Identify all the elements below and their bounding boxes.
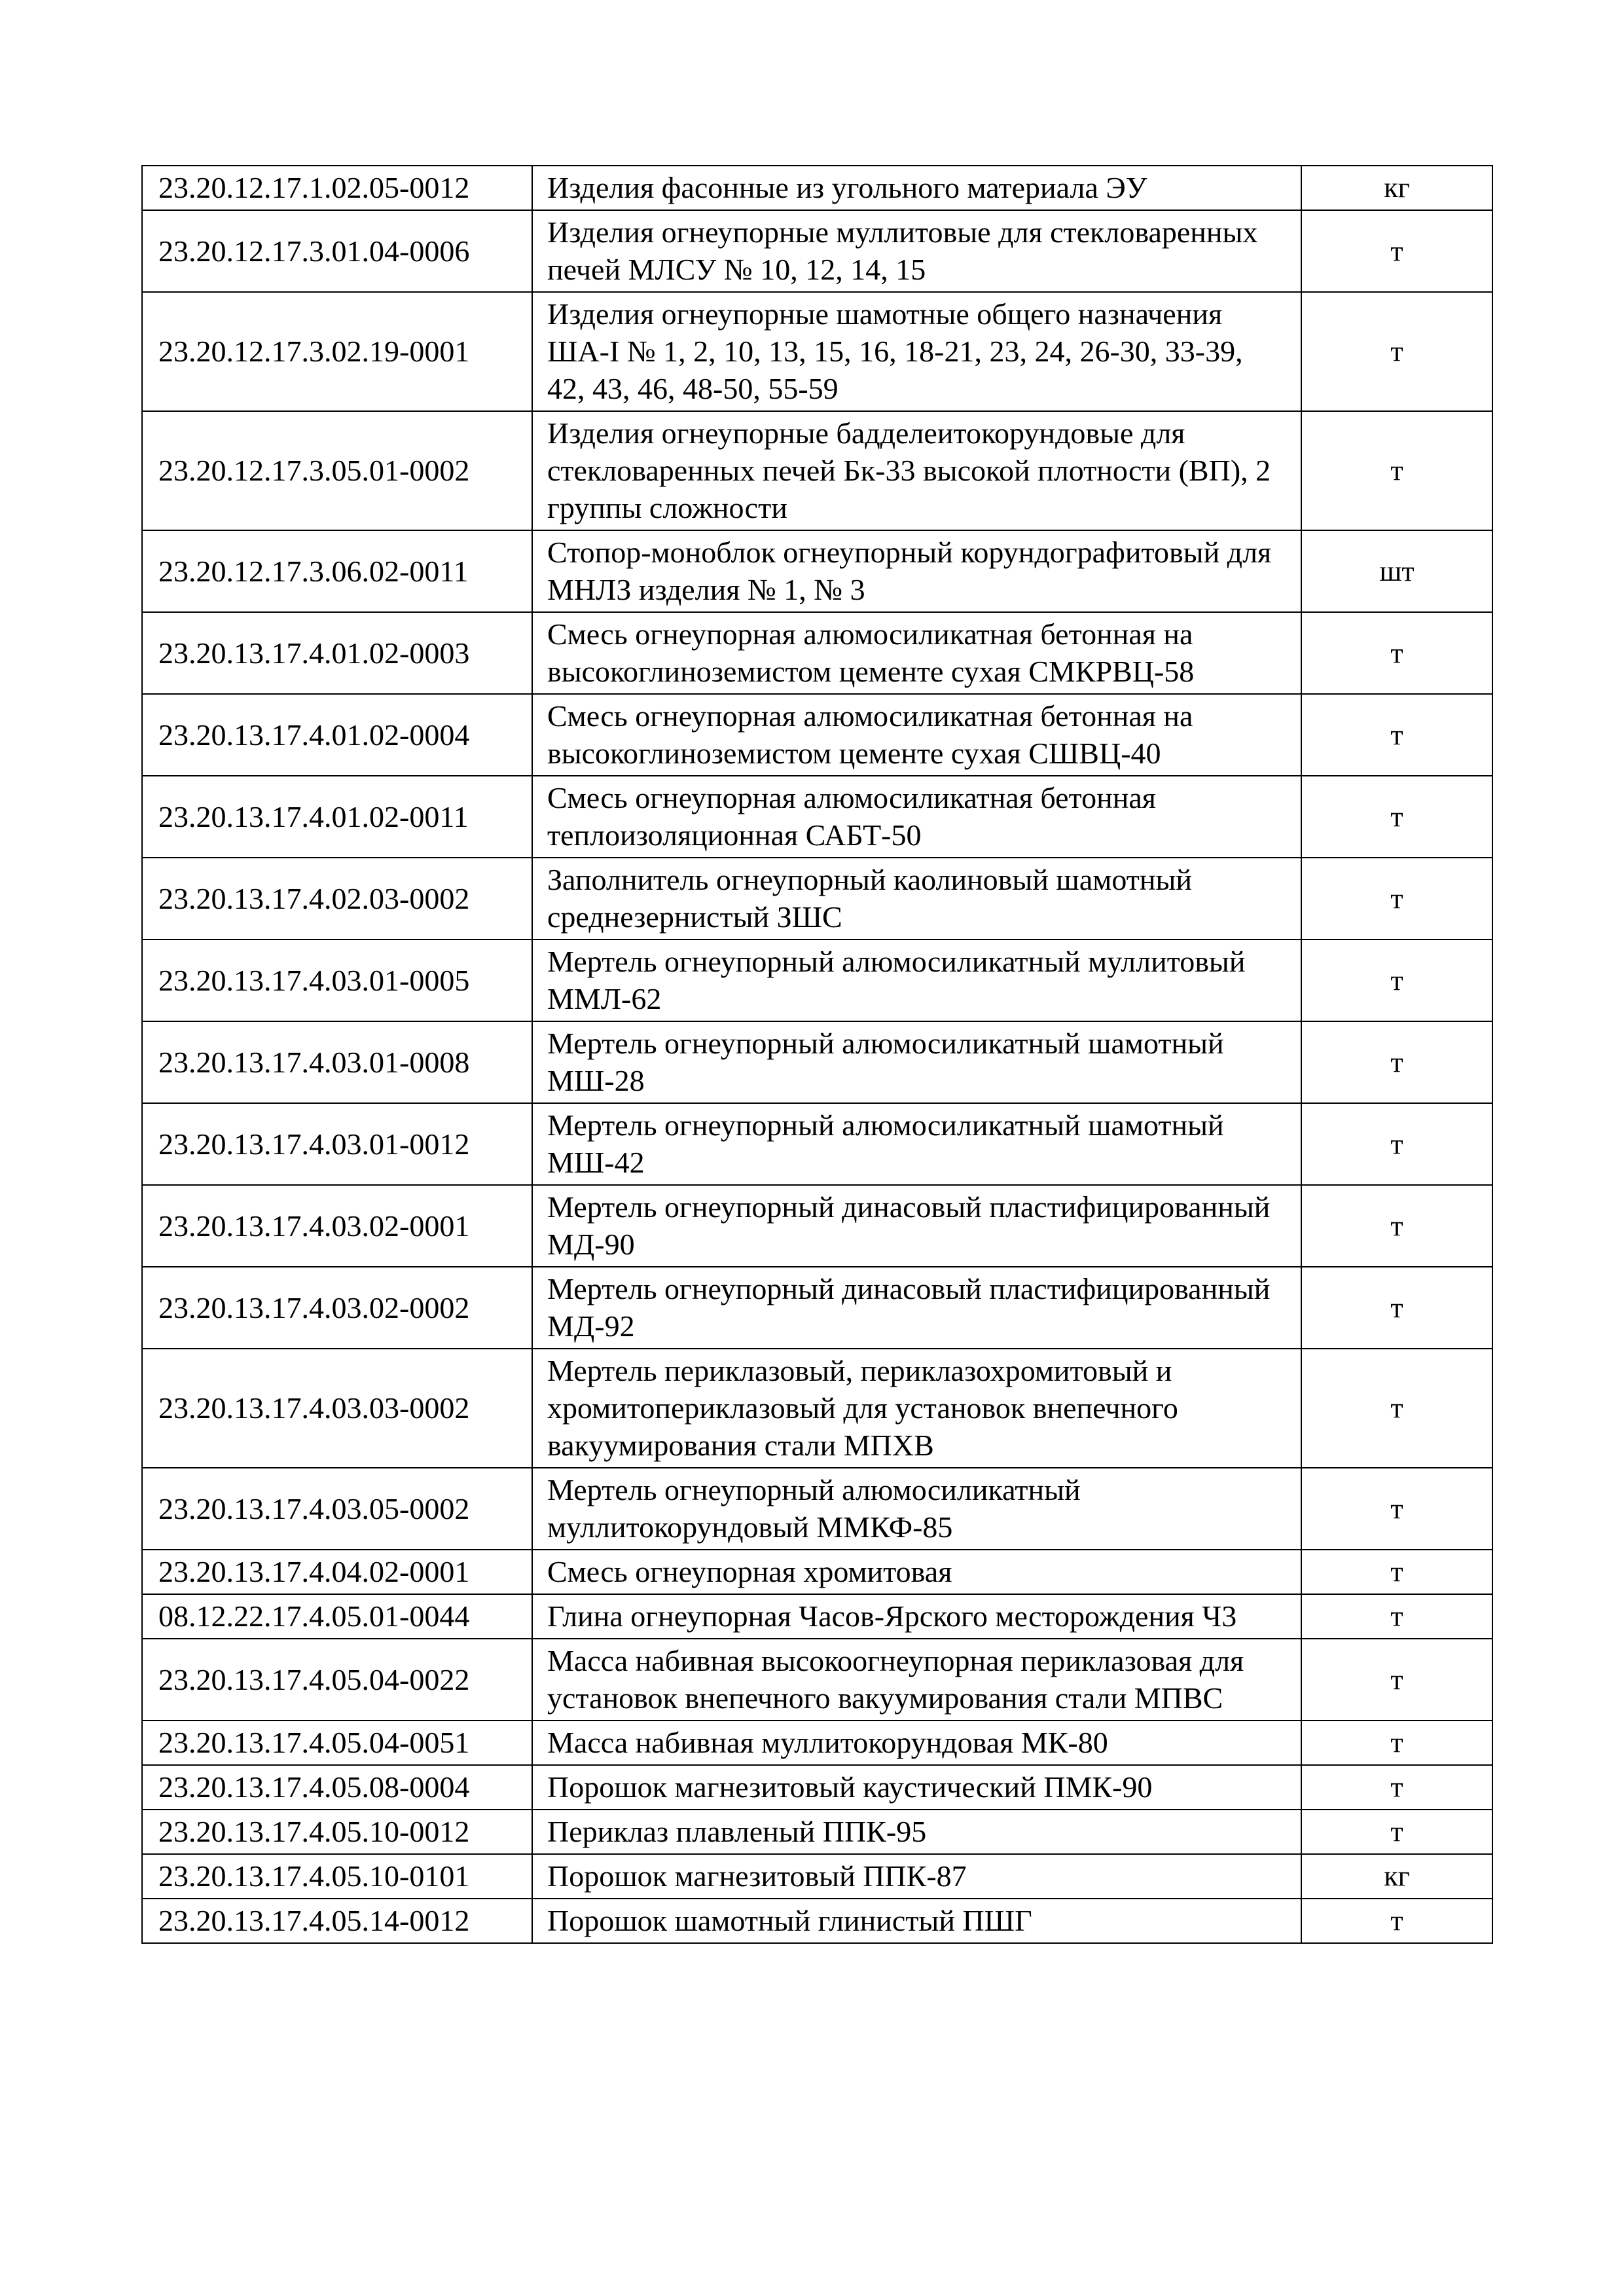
table-row xyxy=(142,776,1492,858)
unit-cell: шт xyxy=(1301,530,1492,612)
table-row xyxy=(142,1267,1492,1349)
unit-cell: т xyxy=(1301,1267,1492,1349)
table-row xyxy=(142,1594,1492,1639)
materials-table-body xyxy=(142,166,1492,1943)
table-row xyxy=(142,210,1492,292)
unit-cell: т xyxy=(1301,292,1492,411)
table-row xyxy=(142,694,1492,776)
table-row xyxy=(142,1899,1492,1943)
resource-code-cell: 23.20.13.17.4.03.05-0002 xyxy=(142,1468,532,1550)
resource-code-cell: 23.20.13.17.4.03.02-0002 xyxy=(142,1267,532,1349)
resource-code-cell: 23.20.12.17.3.02.19-0001 xyxy=(142,292,532,411)
resource-name-cell: Смесь огнеупорная хромитовая xyxy=(532,1550,1301,1594)
resource-code-cell: 23.20.13.17.4.03.03-0002 xyxy=(142,1349,532,1468)
resource-code-cell: 23.20.12.17.3.01.04-0006 xyxy=(142,210,532,292)
table-row xyxy=(142,1721,1492,1765)
table-row xyxy=(142,1021,1492,1103)
resource-code-cell: 23.20.13.17.4.05.04-0051 xyxy=(142,1721,532,1765)
unit-cell: т xyxy=(1301,1550,1492,1594)
resource-code-cell: 23.20.13.17.4.03.02-0001 xyxy=(142,1185,532,1267)
resource-code-cell: 23.20.13.17.4.01.02-0003 xyxy=(142,612,532,694)
resource-code-cell: 23.20.13.17.4.03.01-0005 xyxy=(142,939,532,1021)
resource-code-cell: 23.20.13.17.4.05.08-0004 xyxy=(142,1765,532,1810)
resource-name-cell: Глина огнеупорная Часов-Ярского месторождения Ч3 xyxy=(532,1594,1301,1639)
unit-cell: т xyxy=(1301,1349,1492,1468)
resource-name-cell: Периклаз плавленый ППК-95 xyxy=(532,1810,1301,1854)
table-row xyxy=(142,858,1492,939)
unit-cell: т xyxy=(1301,1468,1492,1550)
resource-name-cell: Смесь огнеупорная алюмосиликатная бетонная на высокоглиноземистом цементе сухая СШВЦ-40 xyxy=(532,694,1301,776)
unit-cell: т xyxy=(1301,1185,1492,1267)
resource-name-cell: Изделия огнеупорные шамотные общего назначения ША-I № 1, 2, 10, 13, 15, 16, 18-21, 23, 24, 26-30, 33-39, 42, 43, 46, 48-50, 55-59 xyxy=(532,292,1301,411)
unit-cell: т xyxy=(1301,411,1492,530)
resource-code-cell: 23.20.12.17.3.06.02-0011 xyxy=(142,530,532,612)
table-row xyxy=(142,411,1492,530)
resource-name-cell: Масса набивная высокоогнеупорная периклазовая для установок внепечного вакуумирования стали МПВС xyxy=(532,1639,1301,1721)
unit-cell: т xyxy=(1301,1765,1492,1810)
table-row xyxy=(142,1468,1492,1550)
unit-cell: кг xyxy=(1301,1854,1492,1899)
unit-cell: т xyxy=(1301,210,1492,292)
unit-cell: т xyxy=(1301,1103,1492,1185)
resource-name-cell: Порошок магнезитовый каустический ПМК-90 xyxy=(532,1765,1301,1810)
resource-name-cell: Масса набивная муллитокорундовая МК-80 xyxy=(532,1721,1301,1765)
unit-cell: т xyxy=(1301,1721,1492,1765)
resource-name-cell: Заполнитель огнеупорный каолиновый шамотный среднезернистый ЗШС xyxy=(532,858,1301,939)
resource-name-cell: Смесь огнеупорная алюмосиликатная бетонная теплоизоляционная САБТ-50 xyxy=(532,776,1301,858)
resource-name-cell: Мертель огнеупорный алюмосиликатный муллитокорундовый ММКФ-85 xyxy=(532,1468,1301,1550)
resource-code-cell: 23.20.13.17.4.05.10-0012 xyxy=(142,1810,532,1854)
table-row xyxy=(142,1103,1492,1185)
table-row xyxy=(142,1639,1492,1721)
table-row xyxy=(142,530,1492,612)
unit-cell: т xyxy=(1301,1899,1492,1943)
resource-name-cell: Мертель огнеупорный динасовый пластифицированный МД-92 xyxy=(532,1267,1301,1349)
table-row xyxy=(142,1349,1492,1468)
resource-code-cell: 23.20.13.17.4.01.02-0011 xyxy=(142,776,532,858)
resource-code-cell: 08.12.22.17.4.05.01-0044 xyxy=(142,1594,532,1639)
table-row xyxy=(142,612,1492,694)
table-row xyxy=(142,939,1492,1021)
resource-name-cell: Порошок магнезитовый ППК-87 xyxy=(532,1854,1301,1899)
resource-name-cell: Мертель огнеупорный алюмосиликатный шамотный МШ-42 xyxy=(532,1103,1301,1185)
table-row xyxy=(142,1810,1492,1854)
table-row xyxy=(142,292,1492,411)
table-row xyxy=(142,1854,1492,1899)
resource-code-cell: 23.20.12.17.3.05.01-0002 xyxy=(142,411,532,530)
resource-name-cell: Мертель огнеупорный алюмосиликатный муллитовый ММЛ-62 xyxy=(532,939,1301,1021)
unit-cell: кг xyxy=(1301,166,1492,210)
unit-cell: т xyxy=(1301,776,1492,858)
resource-name-cell: Изделия огнеупорные бадделеитокорундовые для стекловаренных печей Бк-33 высокой плотности (ВП), 2 группы сложности xyxy=(532,411,1301,530)
resource-name-cell: Мертель огнеупорный динасовый пластифицированный МД-90 xyxy=(532,1185,1301,1267)
resource-name-cell: Смесь огнеупорная алюмосиликатная бетонная на высокоглиноземистом цементе сухая СМКРВЦ-58 xyxy=(532,612,1301,694)
resource-name-cell: Изделия фасонные из угольного материала ЭУ xyxy=(532,166,1301,210)
resource-name-cell: Мертель периклазовый, периклазохромитовый и хромитопериклазовый для установок внепечного вакуумирования стали МПХВ xyxy=(532,1349,1301,1468)
table-row xyxy=(142,1185,1492,1267)
resource-name-cell: Мертель огнеупорный алюмосиликатный шамотный МШ-28 xyxy=(532,1021,1301,1103)
unit-cell: т xyxy=(1301,1639,1492,1721)
resource-code-cell: 23.20.13.17.4.03.01-0008 xyxy=(142,1021,532,1103)
table-row xyxy=(142,1765,1492,1810)
unit-cell: т xyxy=(1301,1810,1492,1854)
resource-name-cell: Порошок шамотный глинистый ПШГ xyxy=(532,1899,1301,1943)
resource-name-cell: Стопор-моноблок огнеупорный корундографитовый для МНЛЗ изделия № 1, № 3 xyxy=(532,530,1301,612)
resource-code-cell: 23.20.13.17.4.02.03-0002 xyxy=(142,858,532,939)
resource-code-cell: 23.20.12.17.1.02.05-0012 xyxy=(142,166,532,210)
unit-cell: т xyxy=(1301,1594,1492,1639)
materials-table xyxy=(141,165,1493,1944)
resource-code-cell: 23.20.13.17.4.01.02-0004 xyxy=(142,694,532,776)
resource-code-cell: 23.20.13.17.4.05.10-0101 xyxy=(142,1854,532,1899)
unit-cell: т xyxy=(1301,1021,1492,1103)
unit-cell: т xyxy=(1301,612,1492,694)
resource-code-cell: 23.20.13.17.4.03.01-0012 xyxy=(142,1103,532,1185)
resource-name-cell: Изделия огнеупорные муллитовые для стекловаренных печей МЛСУ № 10, 12, 14, 15 xyxy=(532,210,1301,292)
resource-code-cell: 23.20.13.17.4.04.02-0001 xyxy=(142,1550,532,1594)
table-row xyxy=(142,1550,1492,1594)
resource-code-cell: 23.20.13.17.4.05.04-0022 xyxy=(142,1639,532,1721)
unit-cell: т xyxy=(1301,694,1492,776)
unit-cell: т xyxy=(1301,939,1492,1021)
resource-code-cell: 23.20.13.17.4.05.14-0012 xyxy=(142,1899,532,1943)
unit-cell: т xyxy=(1301,858,1492,939)
table-row xyxy=(142,166,1492,210)
